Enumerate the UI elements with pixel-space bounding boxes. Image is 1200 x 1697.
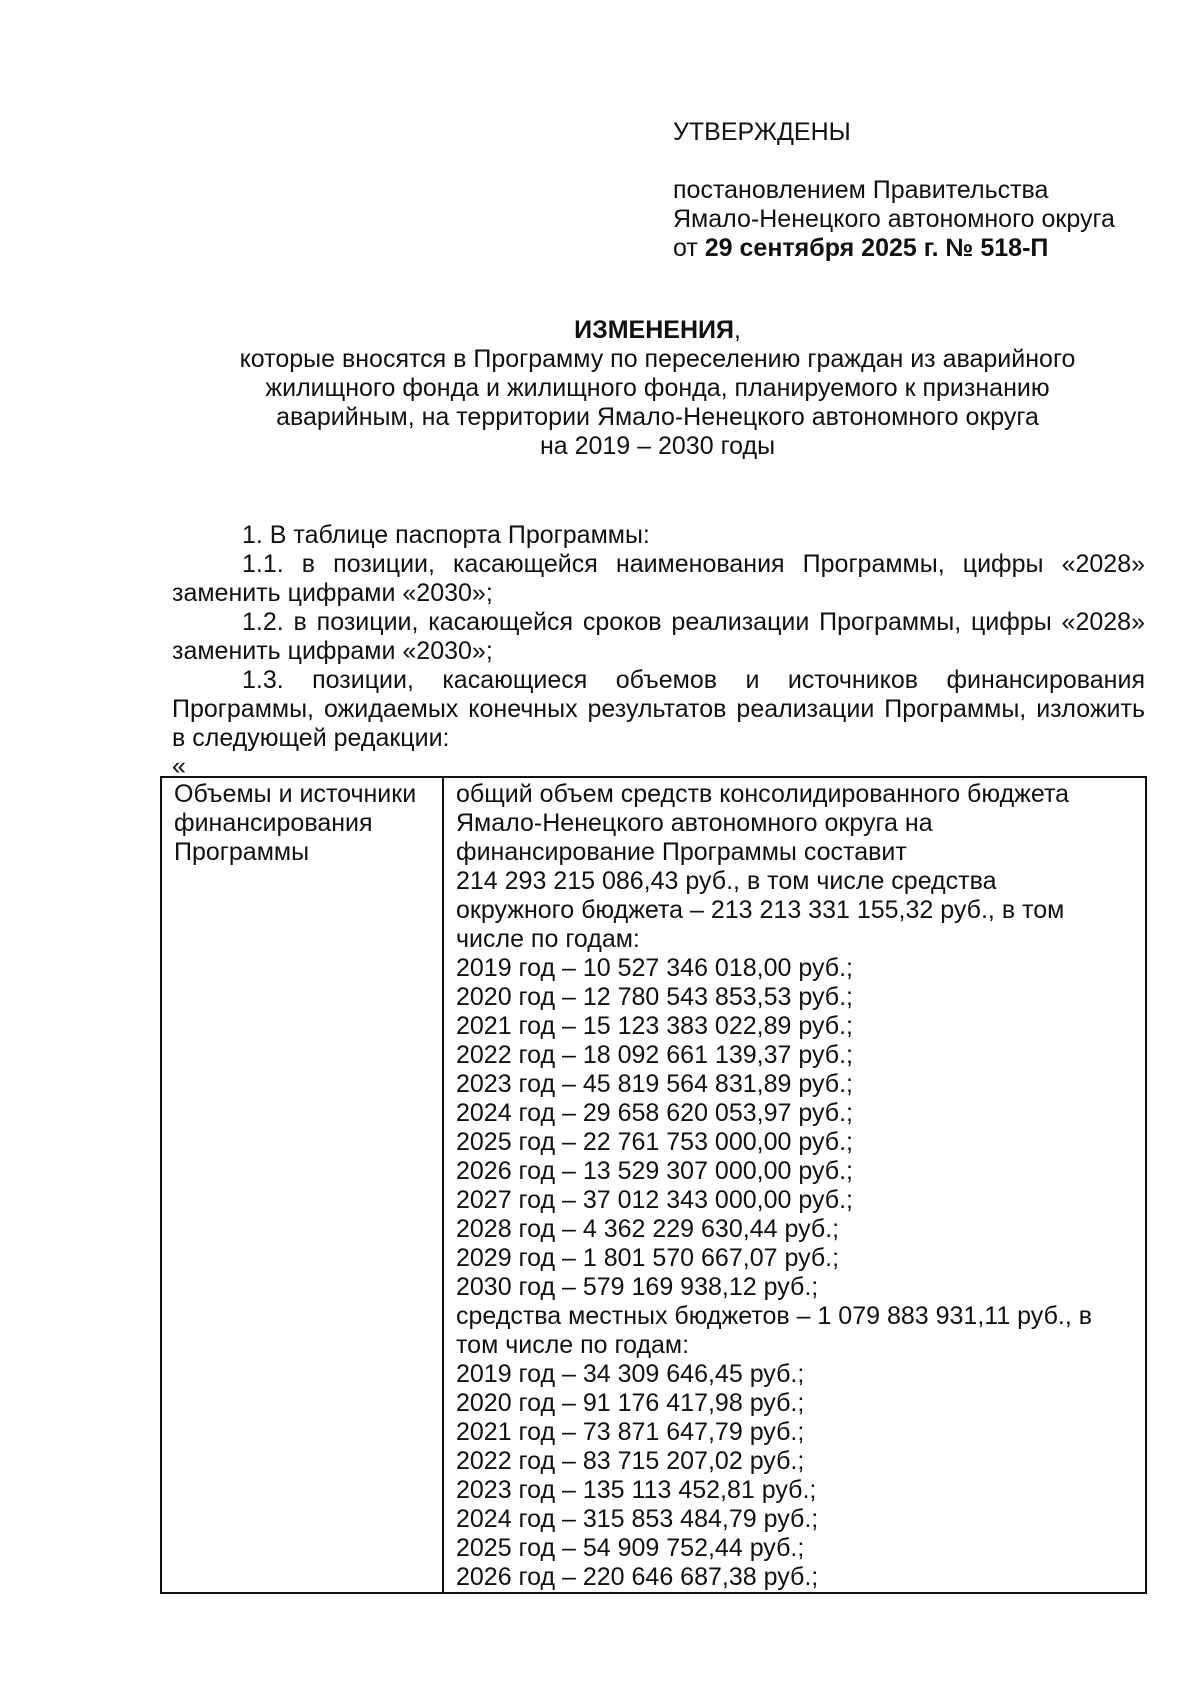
document-title-block bbox=[170, 316, 1145, 461]
position-content-line: 2019 год – 34 309 646,45 руб.; bbox=[456, 1360, 805, 1388]
approval-date-number: 29 сентября 2025 г. № 518-П bbox=[704, 234, 1049, 262]
position-content-line: 2027 год – 37 012 343 000,00 руб.; bbox=[456, 1186, 853, 1214]
position-content-line: 2024 год – 29 658 620 053,97 руб.; bbox=[456, 1099, 853, 1127]
position-content-line: 2022 год – 18 092 661 139,37 руб.; bbox=[456, 1041, 853, 1069]
position-content-line: 2026 год – 13 529 307 000,00 руб.; bbox=[456, 1157, 853, 1185]
position-content-line: общий объем средств консолидированного бюджета bbox=[456, 780, 1070, 808]
position-content-line: 2020 год – 91 176 417,98 руб.; bbox=[456, 1389, 805, 1417]
position-content-line: Ямало-Ненецкого автономного округа на bbox=[456, 809, 933, 837]
position-name-cell bbox=[161, 777, 443, 1593]
approval-block bbox=[673, 118, 1173, 263]
position-content-line: окружного бюджета – 213 213 331 155,32 руб., в том bbox=[456, 896, 1065, 924]
position-content-line: 2023 год – 135 113 452,81 руб.; bbox=[456, 1476, 817, 1504]
position-content-line: 2020 год – 12 780 543 853,53 руб.; bbox=[456, 983, 853, 1011]
position-name-lines bbox=[174, 780, 432, 867]
position-content-line: 2028 год – 4 362 229 630,44 руб.; bbox=[456, 1215, 840, 1243]
body-text bbox=[172, 521, 1145, 779]
position-name-line: финансирования bbox=[174, 809, 373, 837]
position-content-line: 2024 год – 315 853 484,79 руб.; bbox=[456, 1505, 819, 1533]
position-content-line: 2025 год – 22 761 753 000,00 руб.; bbox=[456, 1128, 853, 1156]
position-content-line: 2023 год – 45 819 564 831,89 руб.; bbox=[456, 1070, 853, 1098]
document-subtitle-line-2: жилищного фонда и жилищного фонда, планируемого к признанию bbox=[265, 374, 1050, 402]
approval-date-prefix: от bbox=[673, 234, 705, 262]
opening-quote: « bbox=[172, 752, 186, 780]
position-content-line: 2029 год – 1 801 570 667,07 руб.; bbox=[456, 1244, 840, 1272]
approved-heading: УТВЕРЖДЕНЫ bbox=[673, 118, 851, 146]
approval-line-1: постановлением Правительства bbox=[673, 176, 1049, 204]
paragraph-1-2: 1.2. в позиции, касающейся сроков реализации Программы, цифры «2028» заменить цифрами «2030»; bbox=[172, 608, 1145, 665]
passport-table bbox=[160, 776, 1147, 1594]
position-content-line: 2030 год – 579 169 938,12 руб.; bbox=[456, 1273, 819, 1301]
position-name-line: Программы bbox=[174, 838, 310, 866]
position-content-line: 2026 год – 220 646 687,38 руб.; bbox=[456, 1563, 819, 1591]
document-subtitle-line-4: на 2019 – 2030 годы bbox=[539, 432, 776, 460]
table-row bbox=[161, 777, 1146, 1593]
position-content-cell bbox=[443, 777, 1146, 1593]
approval-date-line bbox=[673, 234, 1173, 263]
paragraph-1-3: 1.3. позиции, касающиеся объемов и источников финансирования Программы, ожидаемых конечных результатов реализации Программы, изложить в следующей редакции: bbox=[172, 666, 1145, 752]
paragraph-1-1: 1.1. в позиции, касающейся наименования Программы, цифры «2028» заменить цифрами «2030»; bbox=[172, 550, 1145, 607]
position-content-line: 2025 год – 54 909 752,44 руб.; bbox=[456, 1534, 805, 1562]
position-content-line: финансирование Программы составит bbox=[456, 838, 907, 866]
document-title-suffix: , bbox=[733, 316, 741, 344]
document-subtitle-line-1: которые вносятся в Программу по переселению граждан из аварийного bbox=[239, 345, 1076, 373]
approval-line-2: Ямало-Ненецкого автономного округа bbox=[673, 205, 1115, 233]
document-title-main: ИЗМЕНЕНИЯ bbox=[574, 316, 734, 344]
paragraph-1: 1. В таблице паспорта Программы: bbox=[242, 521, 650, 549]
position-name-line: Объемы и источники bbox=[174, 780, 417, 808]
position-content-line: том числе по годам: bbox=[456, 1331, 690, 1359]
position-content-line: числе по годам: bbox=[456, 925, 640, 953]
position-content-line: 2021 год – 15 123 383 022,89 руб.; bbox=[456, 1012, 853, 1040]
position-content-line: 2019 год – 10 527 346 018,00 руб.; bbox=[456, 954, 853, 982]
position-content-line: 2021 год – 73 871 647,79 руб.; bbox=[456, 1418, 805, 1446]
position-content-lines bbox=[456, 780, 1135, 1592]
document-subtitle-line-3: аварийным, на территории Ямало-Ненецкого автономного округа bbox=[276, 403, 1039, 431]
position-content-line: средства местных бюджетов – 1 079 883 931,11 руб., в bbox=[456, 1302, 1093, 1330]
position-content-line: 2022 год – 83 715 207,02 руб.; bbox=[456, 1447, 805, 1475]
position-content-line: 214 293 215 086,43 руб., в том числе средства bbox=[456, 867, 997, 895]
document-title bbox=[170, 316, 1145, 345]
